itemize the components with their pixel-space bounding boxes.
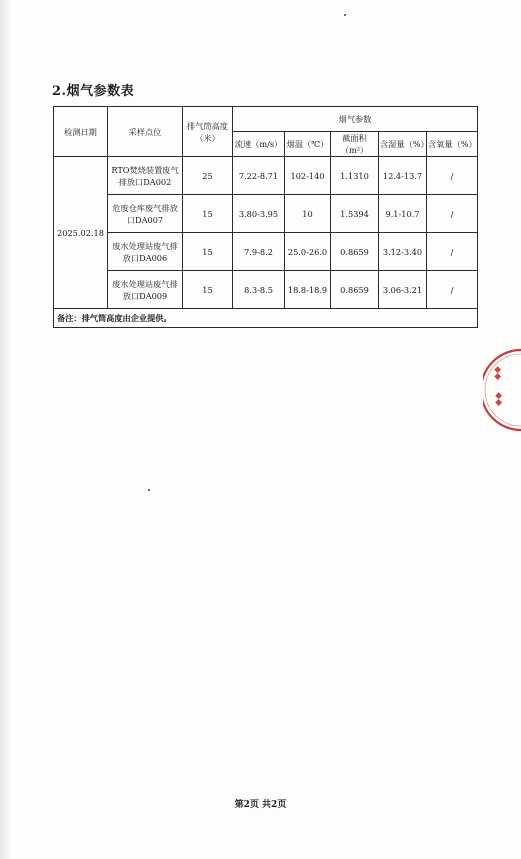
- stack-height-cell: 15: [183, 195, 233, 233]
- sampling-point-line1: 废水处理站废气排: [112, 278, 178, 289]
- sampling-point-line1: 废水处理站废气排: [112, 240, 178, 251]
- test-date-cell: 2025.02.18: [54, 157, 108, 309]
- header-temperature: 烟温（℃）: [285, 132, 331, 157]
- area-cell: 0.8659: [331, 271, 379, 309]
- sampling-point-cell: [108, 233, 183, 271]
- flue-gas-parameter-table: [53, 106, 478, 328]
- sampling-point-line1: RTO焚烧装置废气: [111, 164, 179, 175]
- svg-text:◆◆: ◆◆: [493, 366, 503, 380]
- svg-text:◆◆: ◆◆: [494, 392, 504, 406]
- oxygen-cell: /: [427, 195, 478, 233]
- stack-height-cell: 15: [183, 233, 233, 271]
- moisture-cell: 3.12-3.40: [379, 233, 427, 271]
- area-cell: 0.8659: [331, 233, 379, 271]
- sampling-point-cell: [108, 195, 183, 233]
- temperature-cell: 10: [285, 195, 331, 233]
- header-area: 截面积（m²）: [331, 132, 379, 157]
- velocity-cell: 7.9-8.2: [233, 233, 285, 271]
- oxygen-cell: /: [427, 271, 478, 309]
- moisture-cell: 9.1-10.7: [379, 195, 427, 233]
- stack-height-cell: 15: [183, 271, 233, 309]
- header-moisture: 含湿量（%）: [379, 132, 427, 157]
- area-cell: 1.1310: [331, 157, 379, 195]
- sampling-point-cell: [108, 271, 183, 309]
- section-title: 2.烟气参数表: [52, 84, 135, 99]
- moisture-cell: 12.4-13.7: [379, 157, 427, 195]
- sampling-point-line2: 排放口DA002: [118, 176, 172, 187]
- header-stack-height: [183, 107, 233, 157]
- temperature-cell: 102-140: [285, 157, 331, 195]
- sampling-point-line2: 放口DA009: [122, 290, 168, 301]
- sampling-point-cell: [108, 157, 183, 195]
- header-test-date: 检测日期: [54, 107, 108, 157]
- sampling-point-line1: 危废仓库废气排放: [112, 202, 178, 213]
- temperature-cell: 25.0-26.0: [285, 233, 331, 271]
- temperature-cell: 18.8-18.9: [285, 271, 331, 309]
- header-velocity: 流速（m/s）: [233, 132, 285, 157]
- table-row: [54, 157, 478, 195]
- velocity-cell: 3.80-3.95: [233, 195, 285, 233]
- header-flue-gas-params: 烟气参数: [233, 107, 478, 132]
- table-row: [54, 195, 478, 233]
- sampling-point-line2: 口DA007: [126, 214, 164, 225]
- header-sampling-point: 采样点位: [108, 107, 183, 157]
- table-note: 备注：排气筒高度由企业提供。: [54, 309, 478, 328]
- header-stack-height-line1: 排气筒高度: [187, 120, 228, 131]
- oxygen-cell: /: [427, 157, 478, 195]
- header-stack-height-line2: （米）: [195, 132, 220, 143]
- scan-speck: [148, 489, 150, 491]
- sampling-point-line2: 放口DA006: [122, 252, 168, 263]
- page-number-footer: 第2页 共2页: [234, 800, 287, 810]
- scan-edge-shadow: [0, 0, 12, 859]
- area-cell: 1.5394: [331, 195, 379, 233]
- header-oxygen: 含氧量（%）: [427, 132, 478, 157]
- velocity-cell: 7.22-8.71: [233, 157, 285, 195]
- velocity-cell: 8.3-8.5: [233, 271, 285, 309]
- table-row: [54, 271, 478, 309]
- scan-speck: [344, 14, 346, 16]
- official-seal-stamp: [483, 348, 521, 432]
- stack-height-cell: 25: [183, 157, 233, 195]
- oxygen-cell: /: [427, 233, 478, 271]
- table-row: [54, 233, 478, 271]
- moisture-cell: 3.06-3.21: [379, 271, 427, 309]
